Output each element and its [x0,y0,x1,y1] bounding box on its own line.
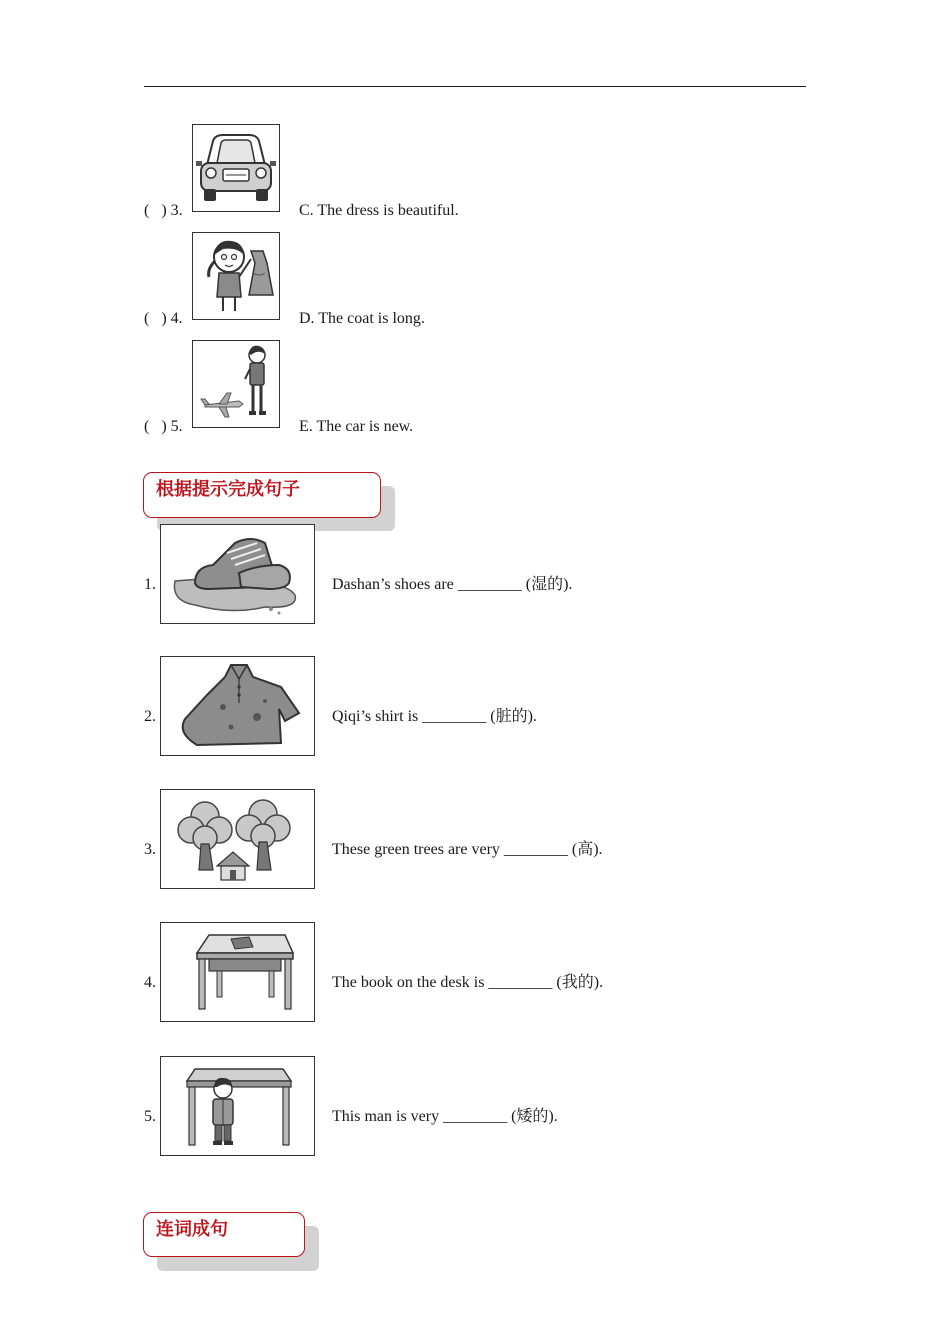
sentence-text: Qiqi’s shirt is ________ (脏的). [332,708,537,725]
sentence-text: This man is very ________ (矮的). [332,1108,558,1125]
item-number: 1. [144,576,156,593]
wet-shoes-icon [160,524,315,624]
question-number: ( ) 5. [144,418,183,435]
sentence-text: Dashan’s shoes are ________ (湿的). [332,576,573,593]
option-text: D. The coat is long. [299,310,425,327]
section-title: 连词成句 [156,1219,228,1240]
tall-trees-icon [160,789,315,889]
question-number: ( ) 4. [144,310,183,327]
matching-item-3 [144,124,804,220]
sentence-text: These green trees are very ________ (高). [332,841,603,858]
short-man-icon [160,1056,315,1156]
dirty-shirt-icon [160,656,315,756]
option-text: C. The dress is beautiful. [299,202,459,219]
car-icon [192,124,280,212]
fill-item-3 [144,789,804,889]
fill-item-2 [144,656,804,756]
sentence-text: The book on the desk is ________ (我的). [332,974,604,991]
item-number: 3. [144,841,156,858]
option-text: E. The car is new. [299,418,414,435]
section-title: 根据提示完成句子 [156,479,300,500]
item-number: 4. [144,974,156,991]
item-number: 5. [144,1108,156,1125]
top-rule [144,86,806,87]
fill-item-1 [144,524,804,624]
matching-item-4 [144,232,804,328]
fill-item-5 [144,1056,804,1156]
boy-with-plane-icon [192,340,280,428]
book-on-desk-icon [160,922,315,1022]
fill-item-4 [144,922,804,1022]
matching-item-5 [144,340,804,436]
item-number: 2. [144,708,156,725]
question-number: ( ) 3. [144,202,183,219]
girl-with-dress-icon [192,232,280,320]
